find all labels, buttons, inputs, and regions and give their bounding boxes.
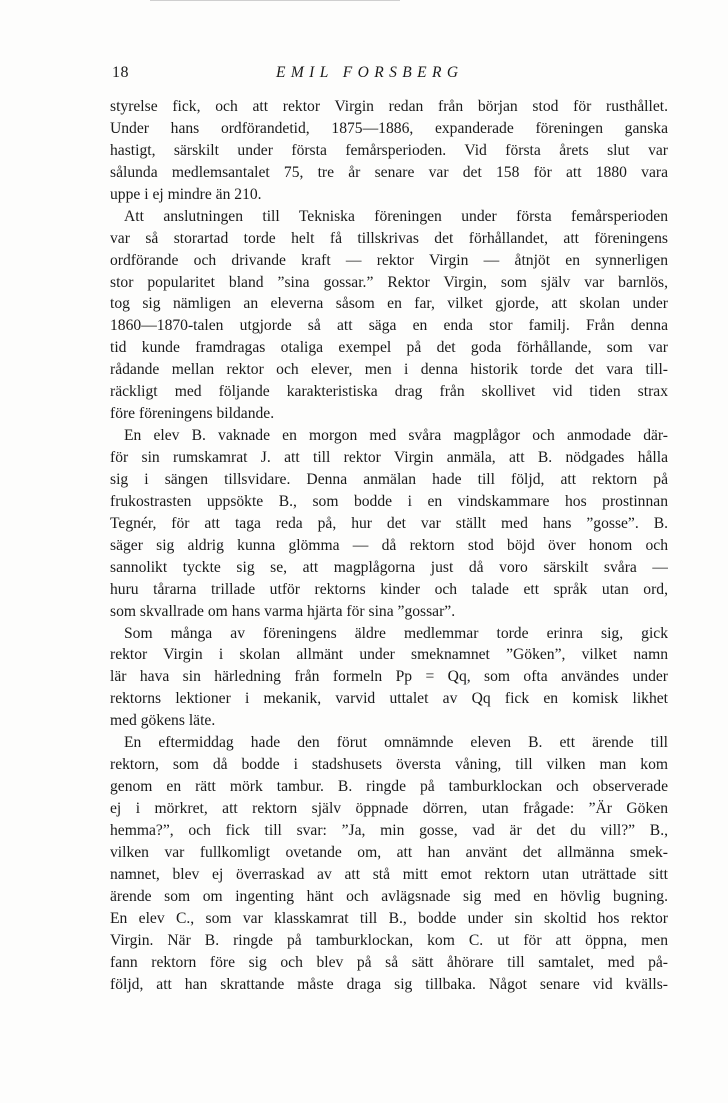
text-line: hastigt, särskilt under första femårsperioden. Vid första årets slut var [110,141,668,159]
text-line: 1860—1870-talen utgjorde så att säga en enda stor familj. Från denna [110,317,668,335]
text-line: sig i sängen tillsvidare. Denna anmälan hade till följd, att rektorn på [110,470,668,488]
text-line: hemma?”, och fick till svar: ”Ja, min gosse, vad är det du vill?” B., [110,821,668,839]
text-line: rektorns lektioner i mekanik, varvid uttalet av Qq fick en komisk likhet [110,690,668,708]
text-line: styrelse fick, och att rektor Virgin redan från början stod för rusthållet. [110,98,668,115]
text-line: huru tårarna trillade utför rektorns kinder och talade ett språk utan ord, [110,580,668,598]
text-line: stor popularitet bland ”sina gossar.” Rektor Virgin, som själv var barnlös, [110,273,668,291]
text-line: för sin rumskamrat J. att till rektor Virgin anmäla, att B. nödgades hålla [110,449,668,466]
paragraph-first-line: En elev B. vaknade en morgon med svåra magplågor och anmodade där- [124,427,668,445]
paragraph-first-line: En eftermiddag hade den förut omnämnde eleven B. ett ärende till [124,734,668,752]
text-line: ej i mörkret, att rektorn själv öppnade dörren, utan frågade: ”Är Göken [110,800,668,817]
running-head-author: EMIL FORSBERG [276,64,464,81]
text-line: Virgin. När B. ringde på tamburklockan, kom C. ut för att öppna, men [110,931,668,949]
text-line: sannolikt tyckte sig se, att magplågorna just då voro särskilt svåra — [110,558,668,576]
page-number: 18 [112,64,129,81]
text-line: Under hans ordförandetid, 1875—1886, expanderade föreningen ganska [110,119,668,137]
body-text [110,96,668,995]
text-line: namnet, blev ej överraskad av att stå mitt emot rektorn utan uträttade sitt [110,865,668,883]
text-line: genom en rätt mörk tambur. B. ringde på tamburklockan och observerade [110,778,668,796]
text-line: var så storartad torde helt få tillskrivas det förhållandet, att föreningens [110,229,668,247]
text-line: ärende som om ingenting hänt och avlägsnade sig med en hövlig bugning. [110,887,668,905]
text-line: räckligt med följande karakteristiska drag från skollivet vid tiden strax [110,383,668,401]
text-line: före föreningens bildande. [110,405,275,423]
text-line: sålunda medlemsantalet 75, tre år senare var det 158 för att 1880 vara [110,163,668,181]
text-line: tid kunde framdragas otaliga exempel på det goda förhållande, som var [110,339,668,357]
text-line: ordförande och drivande kraft — rektor Virgin — åtnjöt en synnerligen [110,251,668,269]
scan-edge-line [150,0,400,1]
paragraph-first-line: Som många av föreningens äldre medlemmar torde erinra sig, gick [124,624,668,642]
text-line: lär hava sin härledning från formeln Pp = Qq, som ofta användes under [110,668,668,686]
text-line: uppe i ej mindre än 210. [110,185,262,203]
text-line: vilken var fullkomligt ovetande om, att han använt det allmänna smek- [110,843,668,861]
text-line: En elev C., som var klasskamrat till B., bodde under sin skoltid hos rektor [110,909,668,927]
text-line: rådande mellan rektor och elever, men i denna historik torde det vara till- [110,361,668,379]
text-line: säger sig aldrig kunna glömma — då rektorn stod böjd över honom och [110,536,668,554]
text-line: följd, att han skrattande måste draga sig tillbaka. Något senare vid kvälls- [110,975,668,993]
text-line: med gökens läte. [110,712,216,730]
text-line: som skvallrade om hans varma hjärta för sina ”gossar”. [110,602,456,620]
text-line: fann rektorn före sig och blev på så sätt åhörare till samtalet, med på- [110,953,668,971]
text-line: frukostrasten uppsökte B., som bodde i en vindskammare hos prostinnan [110,492,668,510]
running-head [112,64,668,88]
text-line: rektor Virgin i skolan allmänt under smeknamnet ”Göken”, vilket namn [110,646,668,664]
text-line: tog sig nämligen an eleverna såsom en far, vilket gjorde, att skolan under [110,295,668,313]
text-line: Tegnér, för att taga reda på, hur det var ställt med hans ”gosse”. B. [110,514,668,532]
paragraph-first-line: Att anslutningen till Tekniska föreningen under första femårsperioden [124,207,668,225]
text-line: rektorn, som då bodde i stadshusets översta våning, till vilken man kom [110,756,668,774]
